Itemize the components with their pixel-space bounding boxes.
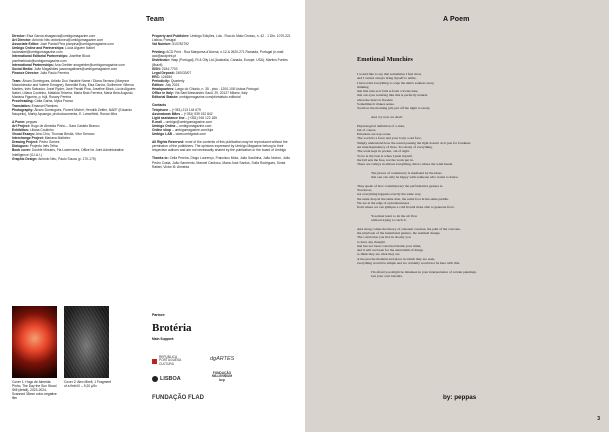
credit-value: 124654 (160, 74, 172, 79)
credit-value: Double Minutes, Fia Lowerveres, Office for Joint Administrative Intelligence (OJ.A.I.) (12, 148, 124, 157)
credit-line (152, 34, 292, 42)
credit-key: Assinaturas Mães (152, 111, 181, 116)
logo-text: LISBOA (160, 376, 181, 382)
credit-key: Vat Number: (152, 42, 172, 47)
poem-line: You know, (357, 188, 372, 193)
republica-portuguesa-logo (152, 356, 185, 366)
credit-key: ISSN: (152, 66, 161, 71)
credit-key: Edition: (152, 83, 165, 88)
poem-line: Emotions are nap scene. (357, 132, 392, 137)
credit-key: All Rights Reserved: (152, 140, 185, 145)
credit-key: Legal Deposit: (152, 70, 175, 75)
page-number: 3 (597, 416, 600, 422)
poem-stanza (357, 184, 572, 210)
poem-stanza (357, 115, 572, 119)
poem-title: Emotional Munchies (357, 56, 413, 63)
poem-line: thinking (357, 84, 369, 89)
poem-line: not everything happens exactly the same way, (357, 192, 422, 197)
credit-value: 510782792 (171, 42, 189, 47)
credit-value: António Néu antonioneu@umbigomagazine.com (31, 38, 104, 43)
credit-value: 240033/07 (174, 70, 192, 75)
credit-line (12, 148, 140, 156)
credit-key: Finance Director: (12, 70, 40, 75)
poem-header: A Poem (443, 16, 470, 23)
credit-line (152, 140, 292, 152)
poem-line: We are at the edge of epicenternesses (357, 200, 410, 205)
credit-value: none of the contents of this publication may be reproduced without the permission of the publishers. The opinions expressed by Umbigo Magazine belong to their respective authors and are not necessarily shared by the publication or the board of Umbigo (152, 140, 288, 153)
credit-value: Josefine Block josefineblock@umbigomagazine.com (12, 54, 91, 63)
credit-value: Projecto Inês Telha (28, 144, 58, 149)
poem-line: and it will not been for the naturalism of things (357, 248, 424, 253)
credit-value: Álvaro Domingues, Florent Michel, Hendrik Zeitler, NAEF (Eduardo Naupeilo), Marky Apuanga, photodocumenta, E. Lancefield, Ronan Mira (12, 107, 133, 116)
logo-text: REPÚBLICA PORTUGUESA CULTURA (159, 355, 182, 366)
credit-value: Célia Pereira, Diogo Lourenço, Francisco Mota, João Sardinha, João Norton, João Pedro Costa, João Sarmento, Manoel Cardoso, Maria José Santos, Sofia Rodrigues, Sónia Rafael, Victor M. Almeida (152, 156, 290, 169)
credit-key: E-mail (152, 119, 162, 124)
credit-line (12, 157, 140, 161)
credit-value: peppas (25, 119, 37, 124)
credit-key: Graphic Design: (12, 156, 38, 161)
credit-line (12, 79, 140, 99)
credit-key: Periodicity: (152, 78, 170, 83)
credit-value: Liliana Coutinho (29, 127, 54, 132)
credit-key: Director: (12, 34, 26, 38)
credit-key: Office in Italy: (152, 91, 174, 96)
credit-key: Contacts (152, 103, 167, 108)
credit-value: Largo do Chiado, n. 35 - piso - 1200-108 Lisboa Portugal (174, 87, 259, 92)
partner-logo: Brotéria (152, 322, 192, 334)
credit-key: Associate Editor: (12, 42, 40, 47)
team-column-1 (12, 34, 140, 161)
credit-value: Quarterly (169, 78, 185, 83)
dgartes-logo (210, 356, 234, 362)
poem-line: The world is a farce and your body a sad face. (357, 136, 422, 141)
credit-line (12, 108, 140, 116)
credit-value: – umbigomagazine.com/loja (171, 127, 214, 132)
credit-value: Emanuel Ramires (30, 103, 58, 108)
right-page (305, 0, 609, 432)
credit-key: Light assistance line (152, 115, 185, 120)
credit-value: Álvaro Domingues, Artistic Duo Variable Name / Diana Serrano (Marynne Mazurkiewicz and Valerie Emagne), Benedikt Ecky, Elsa Garcia, Guilherme Vilhena Martins, Inês Salvador, Josef Ryder, José Pardal Pina, Josefine Block, Lúcia Alguém Nabel, Liliana Coutinho, Mafalda Teixeira, Maria Brás Ferreira, Maria Bela Augusto, Mariana Figueira, p. fujii, Rosary Pereira (12, 78, 136, 100)
credit-value: Cátia Garba, Myka Franco (33, 99, 74, 104)
cover-1-image (12, 306, 57, 378)
poem-line: and I cannot always bring myself to smile, (357, 76, 417, 81)
poem-line: I'm afraid you might be mistaken in your interpretation of certain paintings. (371, 269, 477, 274)
credit-key: Umbigo LAB (152, 132, 172, 137)
poem-line: to have any thought (357, 239, 385, 244)
credit-value: João Paulo Ferreira (39, 70, 69, 75)
poem-line: the playbook of the intentional gesture, the nominal design. (357, 230, 441, 235)
poem-line: Get your own biscuits. (371, 273, 403, 278)
credit-value: – umbigomagazine.com (175, 123, 212, 128)
poem-line: And along comes the theory of coherent creation, the path of the concrete, (357, 226, 461, 231)
poem-line: from where we can glimpse a cold frontal mass able to generate frost. (357, 205, 455, 210)
credit-value: – (+351) 939 152 842 (180, 111, 213, 116)
credit-line (12, 54, 140, 62)
team-header: Team (146, 16, 165, 23)
credit-key: Dialogues: (12, 144, 29, 149)
credit-line (12, 46, 140, 54)
credit-line (152, 50, 292, 58)
credit-value: July 2024 (164, 83, 180, 88)
lisboa-logo (152, 376, 181, 382)
team-column-2 (152, 34, 292, 169)
credit-key: Thanks to: (152, 156, 169, 161)
poem-line: To be at my best is when I push myself, (357, 153, 413, 158)
poem-line: The places of consistency is mediated by the ideas (371, 170, 442, 175)
credit-key: Umbigo Online (152, 123, 176, 128)
millennium-logo (210, 372, 234, 382)
credit-key: Umbigo Online and Partnerships: (12, 46, 65, 51)
poem-stanza (357, 124, 572, 167)
poem-line: that one can only be happy with someone who wants to dance. (371, 175, 459, 180)
poem-stanza (357, 227, 572, 266)
poem-stanza (357, 270, 572, 279)
poem-line: An interdependency of lives. Too many of everything. (357, 145, 433, 150)
credit-key: Drawing Project: (12, 140, 39, 145)
credit-value: Pedro Gomes (38, 140, 60, 145)
credit-value: Via Sant'Alessandro Sauli, 29, 20127 Milano, Italy (173, 91, 248, 96)
logo-text: FUNDAÇÃO FLAD (152, 395, 204, 401)
credit-value: – (+351) 916 122 185 (184, 115, 217, 120)
poem-line: You must learn to let the air flow (371, 213, 418, 218)
credit-value: Mariana Malheiro (43, 136, 71, 141)
credit-key: ERC: (152, 74, 161, 79)
credit-value: Ana Grebler anagrebler@umbigomagazine.com (53, 62, 125, 67)
credit-key: Proofreading: (12, 99, 34, 104)
poem-byline: by: peppas (443, 394, 477, 401)
credit-value: Lúcia Alguém Nabel lucianabel@umbigomagazine.com (12, 46, 95, 55)
credit-key: A Poem: (12, 119, 26, 124)
credit-value: Hugo de Almeida Pinho – Sara Castelo Branco (29, 123, 100, 128)
poem-stanza (357, 72, 572, 111)
credit-value: – umbigo@umbigomagazine.com (161, 119, 212, 124)
poem-line: the same drop in the same dust, the same foot in the same puddle. (357, 196, 449, 201)
flad-logo (152, 395, 204, 401)
credit-value: Ana Chío, Thomas Bristia, Vitor Serrano (35, 132, 95, 137)
credit-key: Book cover: (12, 148, 32, 153)
credit-key: Art Director: (12, 38, 32, 43)
poem-line: that has not been conceived inside your mind, (357, 243, 422, 248)
credit-value: ACD Print - Rua Marquesa d'Alorna, n.12-A 2620-271 Ramada, Portugal (e-mail: acd@acdprint.pt (152, 50, 285, 59)
poem-line: without trying to catch it. (371, 218, 407, 223)
credit-value: umbigomagazine.com/pt/estatuto-editorial (178, 95, 241, 100)
credit-key: Exhibition: (12, 127, 30, 132)
credit-key: Headquarters: (152, 87, 175, 92)
poem-line: to think they are what they are (357, 252, 400, 257)
cover-2-caption: Cover 2: Alex Mirell, 1 Fragment of a field III – 9,20 µSv (64, 380, 112, 389)
credit-value: Umbigo Edições, Lda - Rua do Mato Grosso, n. 42 - 1 Dto. 1070-221 Lisboa, Portugal (152, 34, 291, 43)
poem-line: I have tried everything to wipe the skin's sadness away, (357, 80, 435, 85)
credit-line (152, 156, 292, 168)
credit-line (152, 58, 292, 66)
partner-label: Partner: (152, 313, 166, 317)
poem-line: Physiological definition of a state, (357, 123, 405, 128)
credit-key: Property and Publisher: (152, 34, 190, 38)
poem-line: Sometimes it makes sense. (357, 102, 395, 107)
credit-key: Telephone (152, 107, 169, 112)
poem-line: when the heart is flooded. (357, 97, 394, 102)
logo-text: dgARTES (210, 356, 235, 362)
poem-stanza (357, 214, 572, 223)
poem-line: at the precise moment and place in which they are seen, (357, 256, 436, 261)
credit-value: Elsa Garcia elsagarcia@umbigomagazine.com (25, 34, 96, 38)
credit-key: Interchange Project: (12, 136, 44, 141)
credit-key: International Partnerships: (12, 62, 54, 67)
poem-stanza (357, 171, 572, 180)
poem-line: Simply understand how the sound passing the light doesn't do it just for fondness (357, 140, 471, 145)
credit-key: International Editorial Partnerships: (12, 54, 69, 59)
cover-1-caption: Cover 1: Hugo de Almeida Pinho, The Day the Sun Stood Still (detail), 2023-2024, Scanned 35mm color-negative film (12, 380, 57, 401)
poem-line: I would like to say that sometimes I feel tired, (357, 72, 422, 76)
credit-value: 2184-7703 (160, 66, 178, 71)
credit-key: Printing: (152, 50, 166, 55)
credit-value: – (+351) 213 144 679 (168, 107, 201, 112)
credit-value: António Néu, Paulo Souza (p. 170-175) (37, 156, 96, 161)
credit-key: Distributor: (152, 58, 170, 63)
credit-key: Translation: (12, 103, 31, 108)
poem-line: Swallow the morning pill, put off the night to rarely. (357, 106, 431, 111)
republica-emblem-icon (152, 359, 157, 364)
poem-line: The scent kept in pocket, out of sight. (357, 149, 410, 154)
credit-key: Social Media: (12, 66, 34, 71)
poem-line: the fall sets me free, not the work put in. (357, 157, 414, 162)
poem-line: There are valleys in almost everything, this is where the wind heads. (357, 162, 453, 167)
support-label: Main Support: (152, 337, 175, 341)
poem-line: that our eyes watering like this is perfectly natural, (357, 93, 429, 98)
credit-value: Vasp (Portugal), Ri & Olly Ltd (Australia, Canada, Europe, USA), Martins Fontes (Brazil) (152, 58, 288, 67)
credit-key: Art Project: (12, 123, 30, 128)
poem-line: They speak of how contemporary the performative gesture is. (357, 183, 444, 188)
poem-line: The conviction you live in doomy you (357, 235, 411, 240)
poem-line: everything would be simple and we certainly would not be here with this. (357, 261, 460, 266)
credit-key: Photography: (12, 107, 34, 112)
credit-key: Editorial Statute: (152, 95, 179, 100)
poem-body (357, 72, 572, 283)
lisboa-emblem-icon (152, 376, 158, 382)
cover-2-image (64, 306, 109, 378)
poem-line: that this ruin as it falls is from a Swiss lake, (357, 89, 419, 94)
credit-key: Visual Essays: (12, 132, 36, 137)
poem-line: And cry now we shall. (371, 114, 403, 119)
credit-key: Team: (12, 78, 22, 83)
credit-value: – www.umbigolab.com (171, 132, 206, 137)
credit-key: Online shop (152, 127, 172, 132)
logo-text: FUNDAÇÃO MILLENNIUM bcp (211, 371, 232, 382)
poem-line: but of course. (357, 127, 377, 132)
credit-value: João Magalhães joaomagalhaes@umbigomagazine.com (33, 66, 118, 71)
credit-value: José Pardal Pina josepina@umbigomagazine.com (39, 42, 114, 47)
